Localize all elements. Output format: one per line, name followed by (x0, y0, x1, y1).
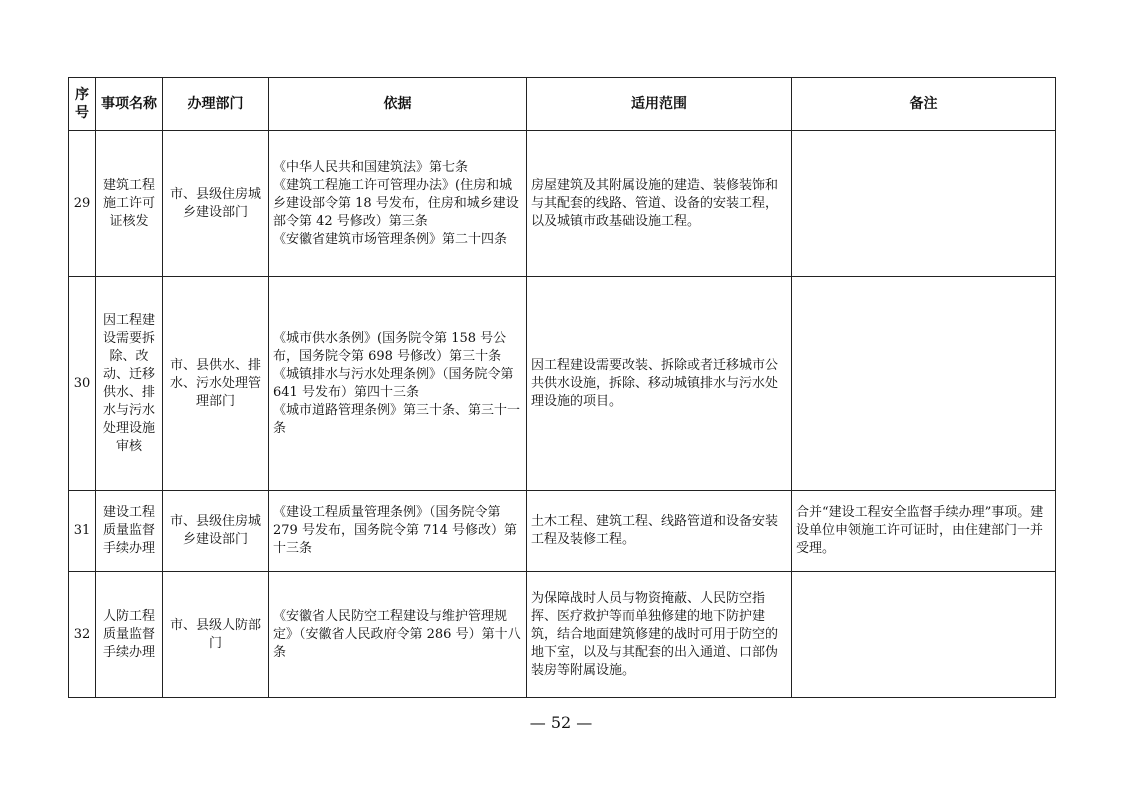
item-name: 建筑工程施工许可证核发 (96, 131, 163, 277)
table-row (69, 277, 1056, 491)
table-row (69, 572, 1056, 698)
basis-line: 《城市道路管理条例》第三十条、第三十一条 (273, 402, 521, 436)
basis-line: 《城镇排水与污水处理条例》（国务院令第 641 号发布）第四十三条 (273, 366, 514, 400)
scope-cell: 土木工程、建筑工程、线路管道和设备安装工程及装修工程。 (527, 491, 792, 572)
items-table (68, 77, 1056, 698)
table-row (69, 131, 1056, 277)
basis-cell (269, 277, 527, 491)
basis-line: 《建筑工程施工许可管理办法》(住房和城乡建设部令第 18 号发布，住房和城乡建设部令第 42 号修改）第三条 (273, 177, 519, 229)
dept-cell: 市、县级住房城乡建设部门 (163, 491, 269, 572)
basis-cell (269, 572, 527, 698)
note-cell (792, 277, 1056, 491)
basis-cell (269, 491, 527, 572)
row-number: 30 (69, 277, 96, 491)
item-name: 建设工程质量监督手续办理 (96, 491, 163, 572)
row-number: 29 (69, 131, 96, 277)
page-number: — 52 — (529, 713, 593, 732)
basis-line: 《城市供水条例》(国务院令第 158 号公布，国务院令第 698 号修改）第三十条 (273, 330, 507, 364)
basis-cell (269, 131, 527, 277)
basis-line: 《安徽省建筑市场管理条例》第二十四条 (273, 231, 508, 247)
item-name: 人防工程质量监督手续办理 (96, 572, 163, 698)
header-no: 序号 (69, 78, 96, 131)
scope-cell: 为保障战时人员与物资掩蔽、人民防空指挥、医疗救护等而单独修建的地下防护建筑，结合地面建筑修建的战时可用于防空的地下室，以及与其配套的出入通道、口部伪装房等附属设施。 (527, 572, 792, 698)
dept-cell: 市、县级住房城乡建设部门 (163, 131, 269, 277)
scope-cell: 因工程建设需要改装、拆除或者迁移城市公共供水设施，拆除、移动城镇排水与污水处理设施的项目。 (527, 277, 792, 491)
basis-line: 《建设工程质量管理条例》（国务院令第 279 号发布，国务院令第 714 号修改）第十三条 (273, 505, 518, 556)
header-basis: 依据 (269, 78, 527, 131)
row-number: 31 (69, 491, 96, 572)
header-name: 事项名称 (96, 78, 163, 131)
item-name: 因工程建设需要拆除、改动、迁移供水、排水与污水处理设施审核 (96, 277, 163, 491)
header-scope: 适用范围 (527, 78, 792, 131)
basis-line: 《安徽省人民防空工程建设与维护管理规定》（安徽省人民政府令第 286 号）第十八条 (273, 608, 521, 660)
header-row (69, 78, 1056, 131)
table-row (69, 491, 1056, 572)
dept-cell: 市、县级人防部门 (163, 572, 269, 698)
scope-cell: 房屋建筑及其附属设施的建造、装修装饰和与其配套的线路、管道、设备的安装工程，以及城镇市政基础设施工程。 (527, 131, 792, 277)
basis-line: 《中华人民共和国建筑法》第七条 (273, 159, 469, 175)
row-number: 32 (69, 572, 96, 698)
header-note: 备注 (792, 78, 1056, 131)
note-cell (792, 572, 1056, 698)
dept-cell: 市、县供水、排水、污水处理管理部门 (163, 277, 269, 491)
header-dept: 办理部门 (163, 78, 269, 131)
note-cell (792, 131, 1056, 277)
note-cell: 合并“建设工程安全监督手续办理”事项。建设单位申领施工许可证时，由住建部门一并受理。 (792, 491, 1056, 572)
